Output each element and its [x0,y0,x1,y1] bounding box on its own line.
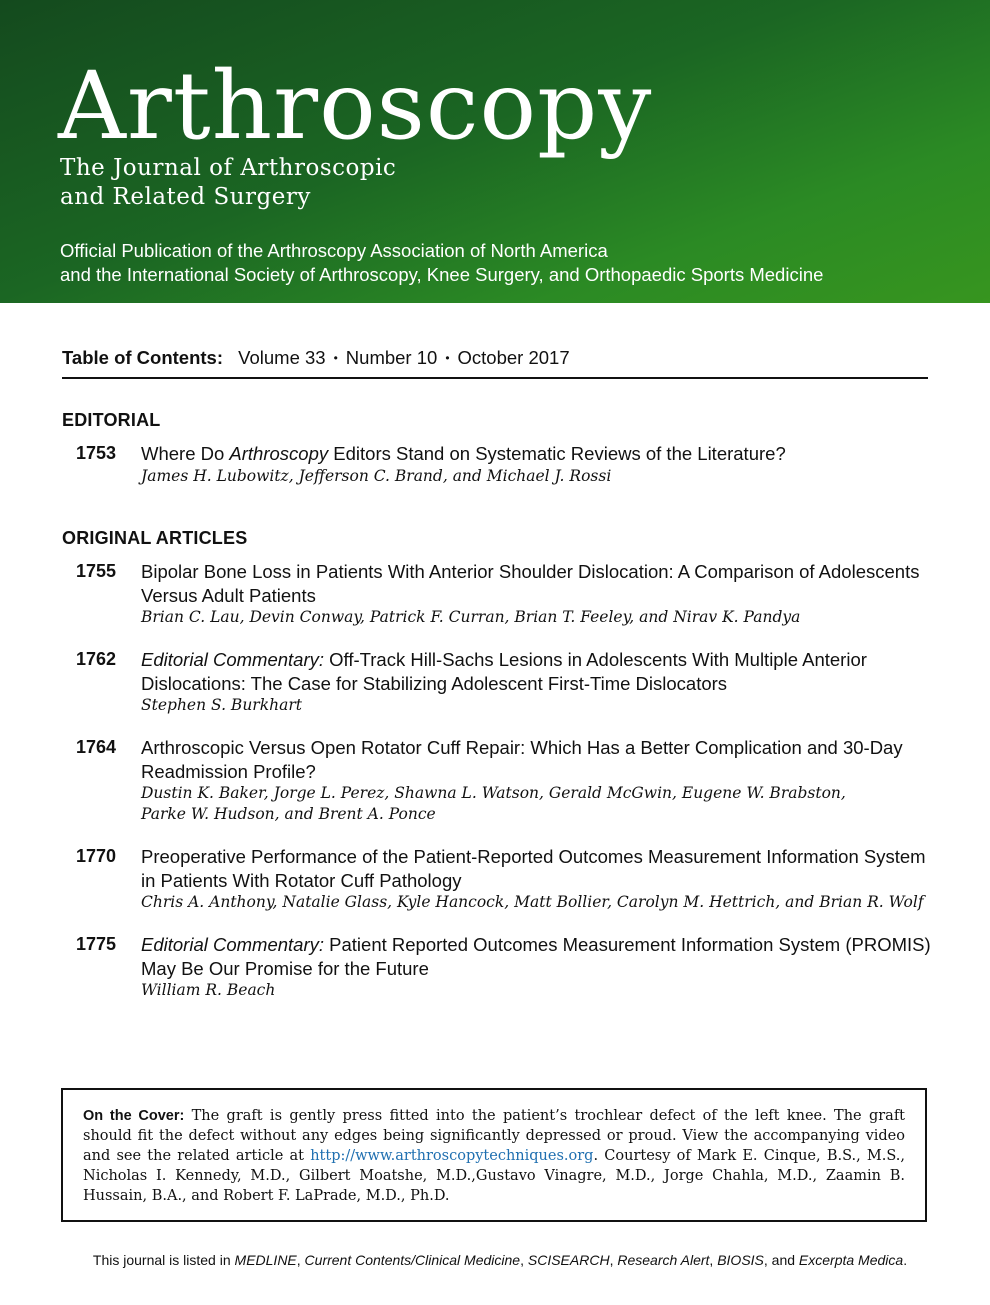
article-authors: William R. Beach [141,981,276,999]
journal-title: Arthroscopy [58,52,653,161]
toc-volume: Volume 33 [238,347,326,368]
entry-body [141,560,931,628]
official-line-1: Official Publication of the Arthroscopy Association of North America [60,240,608,261]
editorial-commentary-prefix: Editorial Commentary: [141,649,325,670]
cover-description: On the Cover: The graft is gently press fitted into the patient’s trochlear defect of the left knee. The graft should fit the defect without any edges being significantly depressed or proud. View the accompanying video and see the related article at http://www.arthroscopytechniques.org. Courtesy of Mark E. Cinque, B.S., M.S., Nicholas I. Kennedy, M.D., Gilbert Moatshe, M.D.,Gustavo Vinagre, M.D., Jorge Chahla, M.D., Zaamin B. Hussain, B.A., and Robert F. LaPrade, M.D., Ph.D. [83,1108,906,1204]
article-authors: Chris A. Anthony, Natalie Glass, Kyle Hancock, Matt Bollier, Carolyn M. Hettrich, and Brian R. Wolf [141,893,924,911]
bullet-separator-icon: • [445,351,450,365]
article-authors: James H. Lubowitz, Jefferson C. Brand, and Michael J. Rossi [141,466,612,485]
page-number: 1764 [75,737,116,757]
section-heading-editorial: EDITORIAL [62,410,161,430]
article-authors: Stephen S. Burkhart [141,696,302,714]
article-title[interactable]: Editorial Commentary: Patient Reported Outcomes Measurement Information System (PROMIS) May Be Our Promise for the Future [141,934,931,979]
article-authors: Dustin K. Baker, Jorge L. Perez, Shawna L. Watson, Gerald McGwin, Eugene W. Brabston, Parke W. Hudson, and Brent A. Ponce [141,784,846,823]
article-title[interactable]: Bipolar Bone Loss in Patients With Anterior Shoulder Dislocation: A Comparison of Adolescents Versus Adult Patients [141,561,920,606]
page-number: 1762 [75,649,116,669]
cover-description-box [61,1088,927,1222]
official-line-2: and the International Society of Arthroscopy, Knee Surgery, and Orthopaedic Sports Medicine [60,264,824,285]
section-heading-original-articles: ORIGINAL ARTICLES [62,528,248,548]
page-number: 1770 [75,846,116,866]
page-number: 1775 [75,934,116,954]
entry-body [141,648,931,716]
entry-body [141,845,931,913]
cover-lead: On the Cover: [83,1108,185,1124]
journal-subtitle-line-2: and Related Surgery [60,184,311,210]
journal-banner [0,0,990,303]
article-title[interactable]: Arthroscopic Versus Open Rotator Cuff Repair: Which Has a Better Complication and 30-Day Readmission Profile? [141,737,903,782]
entry-body [141,736,931,825]
article-title[interactable]: Where Do Arthroscopy Editors Stand on Systematic Reviews of the Literature? [141,443,786,464]
page-number: 1753 [75,443,116,463]
article-authors: Brian C. Lau, Devin Conway, Patrick F. Curran, Brian T. Feeley, and Nirav K. Pandya [141,608,801,626]
toc-date: October 2017 [457,347,570,368]
journal-subtitle [60,154,396,212]
editorial-commentary-prefix: Editorial Commentary: [141,934,325,955]
official-publication [60,239,823,287]
entry-body [141,933,931,1001]
journal-subtitle-line-1: The Journal of Arthroscopic [60,155,397,181]
article-title[interactable]: Preoperative Performance of the Patient-Reported Outcomes Measurement Information System in Patients With Rotator Cuff Pathology [141,846,926,891]
toc-label: Table of Contents: [62,347,224,368]
toc-number: Number 10 [345,347,438,368]
entry-body [141,442,931,487]
indexing-footer: This journal is listed in MEDLINE, Current Contents/Clinical Medicine, SCISEARCH, Research Alert, BIOSIS, and Excerpta Medica. [92,1252,908,1268]
arthroscopy-techniques-link[interactable]: http://www.arthroscopytechniques.org [310,1148,594,1164]
toc-header [62,345,928,379]
bullet-separator-icon: • [333,351,338,365]
page-number: 1755 [75,561,116,581]
article-title[interactable]: Editorial Commentary: Off-Track Hill-Sachs Lesions in Adolescents With Multiple Anterior Dislocations: The Case for Stabilizing Adolescent First-Time Dislocators [141,649,867,694]
